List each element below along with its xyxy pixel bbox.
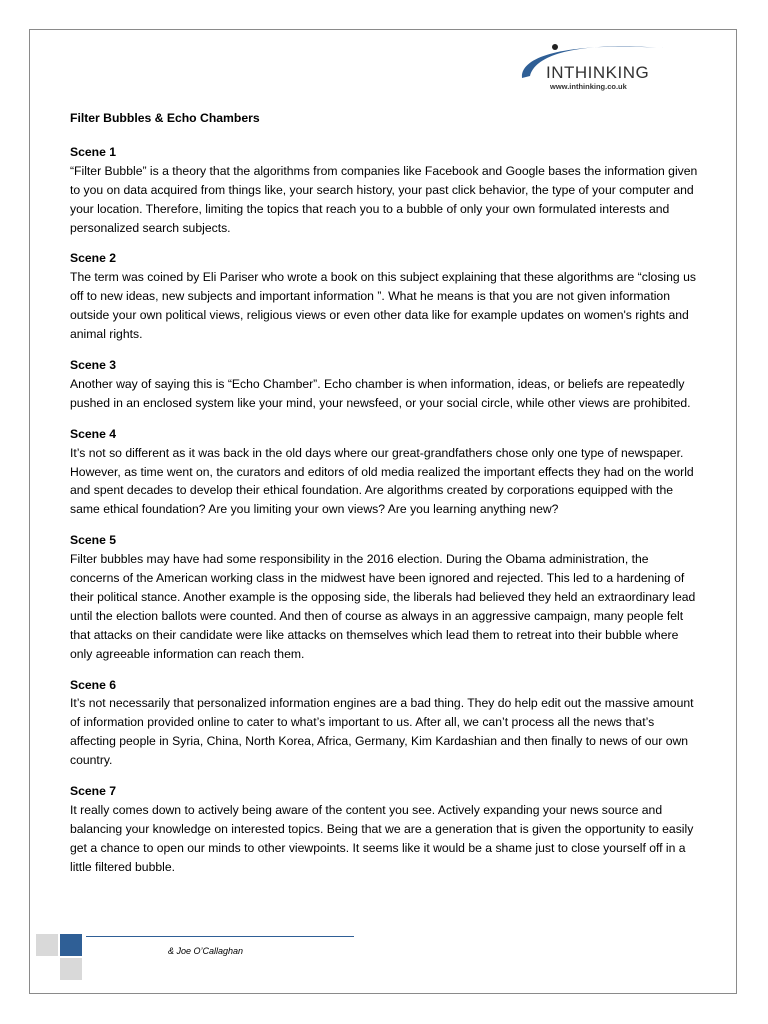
scene-text: Another way of saying this is “Echo Chamber”. Echo chamber is when information, ideas, or beliefs are repeatedly pushed in an enclosed system like your mind, your newsfeed, or your social circle, while other views are prohibited. xyxy=(70,376,691,410)
scene-1 xyxy=(70,143,700,238)
scene-text: It’s not so different as it was back in the old days where our great-grandfathers chose only one type of newspaper. However, as time went on, the curators and editors of old media realized the important effects they had on the world and spent decades to develop their ethical foundation. Are algorithms created by corporations equipped with the same ethical foundation? Are you limiting your own views? Are you learning anything new? xyxy=(70,445,694,517)
scene-text: It really comes down to actively being aware of the content you see. Actively expanding your news source and balancing your knowledge on interested topics. Being that we are a generation that is given the opportunity to easily get a chance to open our minds to other viewpoints. It seems like it would be a shame just to close yourself off in a little filtered bubble. xyxy=(70,803,694,874)
scene-heading: Scene 6 xyxy=(70,677,117,692)
scene-heading: Scene 5 xyxy=(70,533,117,548)
logo-url: www.inthinking.co.uk xyxy=(550,82,627,91)
scene-heading: Scene 4 xyxy=(70,426,117,441)
logo-graphic xyxy=(516,38,666,94)
footer-divider xyxy=(86,936,354,937)
scene-text: “Filter Bubble” is a theory that the algorithms from companies like Facebook and Google bases the information given to you on data acquired from things like, your search history, your past click behavior, the type of your computer and your location. Therefore, limiting the topics that reach you to a bubble of only your own formulated interests and personalized search subjects. xyxy=(70,163,698,235)
scene-2 xyxy=(70,249,700,344)
scene-heading: Scene 2 xyxy=(70,251,117,266)
scene-heading: Scene 3 xyxy=(70,357,117,372)
decorative-square xyxy=(36,934,58,956)
scene-3 xyxy=(70,356,700,413)
scene-text: Filter bubbles may have had some responsibility in the 2016 election. During the Obama administration, the concerns of the American working class in the midwest have been ignored and rejected. This led to a hardening of their political stance. Another example is the opposing side, the liberals had believed they held an extraordinary lead until the election ballots were counted. And then of course as always in an aggressive campaign, many people felt that attacks on their candidate were like attacks on themselves which lead them to retreat into their bubble where only agreeable information can reach them. xyxy=(70,552,696,661)
scene-4 xyxy=(70,425,700,520)
scene-text: It’s not necessarily that personalized information engines are a bad thing. They do help edit out the massive amount of information provided online to cater to what’s important to us. After all, we can’t process all the news that’s affecting people in Syria, China, North Korea, Africa, Germany, Kim Kardashian and then finally to news of our own country. xyxy=(70,696,694,768)
scene-heading: Scene 1 xyxy=(70,144,117,159)
decorative-square xyxy=(60,958,82,980)
scene-7 xyxy=(70,782,700,877)
scene-text: The term was coined by Eli Pariser who wrote a book on this subject explaining that these algorithms are “closing us off to new ideas, new subjects and important information ”. What he means is that you are not given information outside your own political views, religious views or even other data like for example updates on women's rights and animal rights. xyxy=(70,270,696,342)
scene-6 xyxy=(70,676,700,771)
scene-5 xyxy=(70,531,700,663)
logo-wordmark: INTHINKING xyxy=(546,63,650,82)
inthinking-logo xyxy=(516,38,666,94)
document-body xyxy=(70,109,700,889)
decorative-square xyxy=(60,934,82,956)
scene-heading: Scene 7 xyxy=(70,784,117,799)
footer-author: & Joe O’Callaghan xyxy=(168,946,244,956)
document-title: Filter Bubbles & Echo Chambers xyxy=(70,111,260,125)
